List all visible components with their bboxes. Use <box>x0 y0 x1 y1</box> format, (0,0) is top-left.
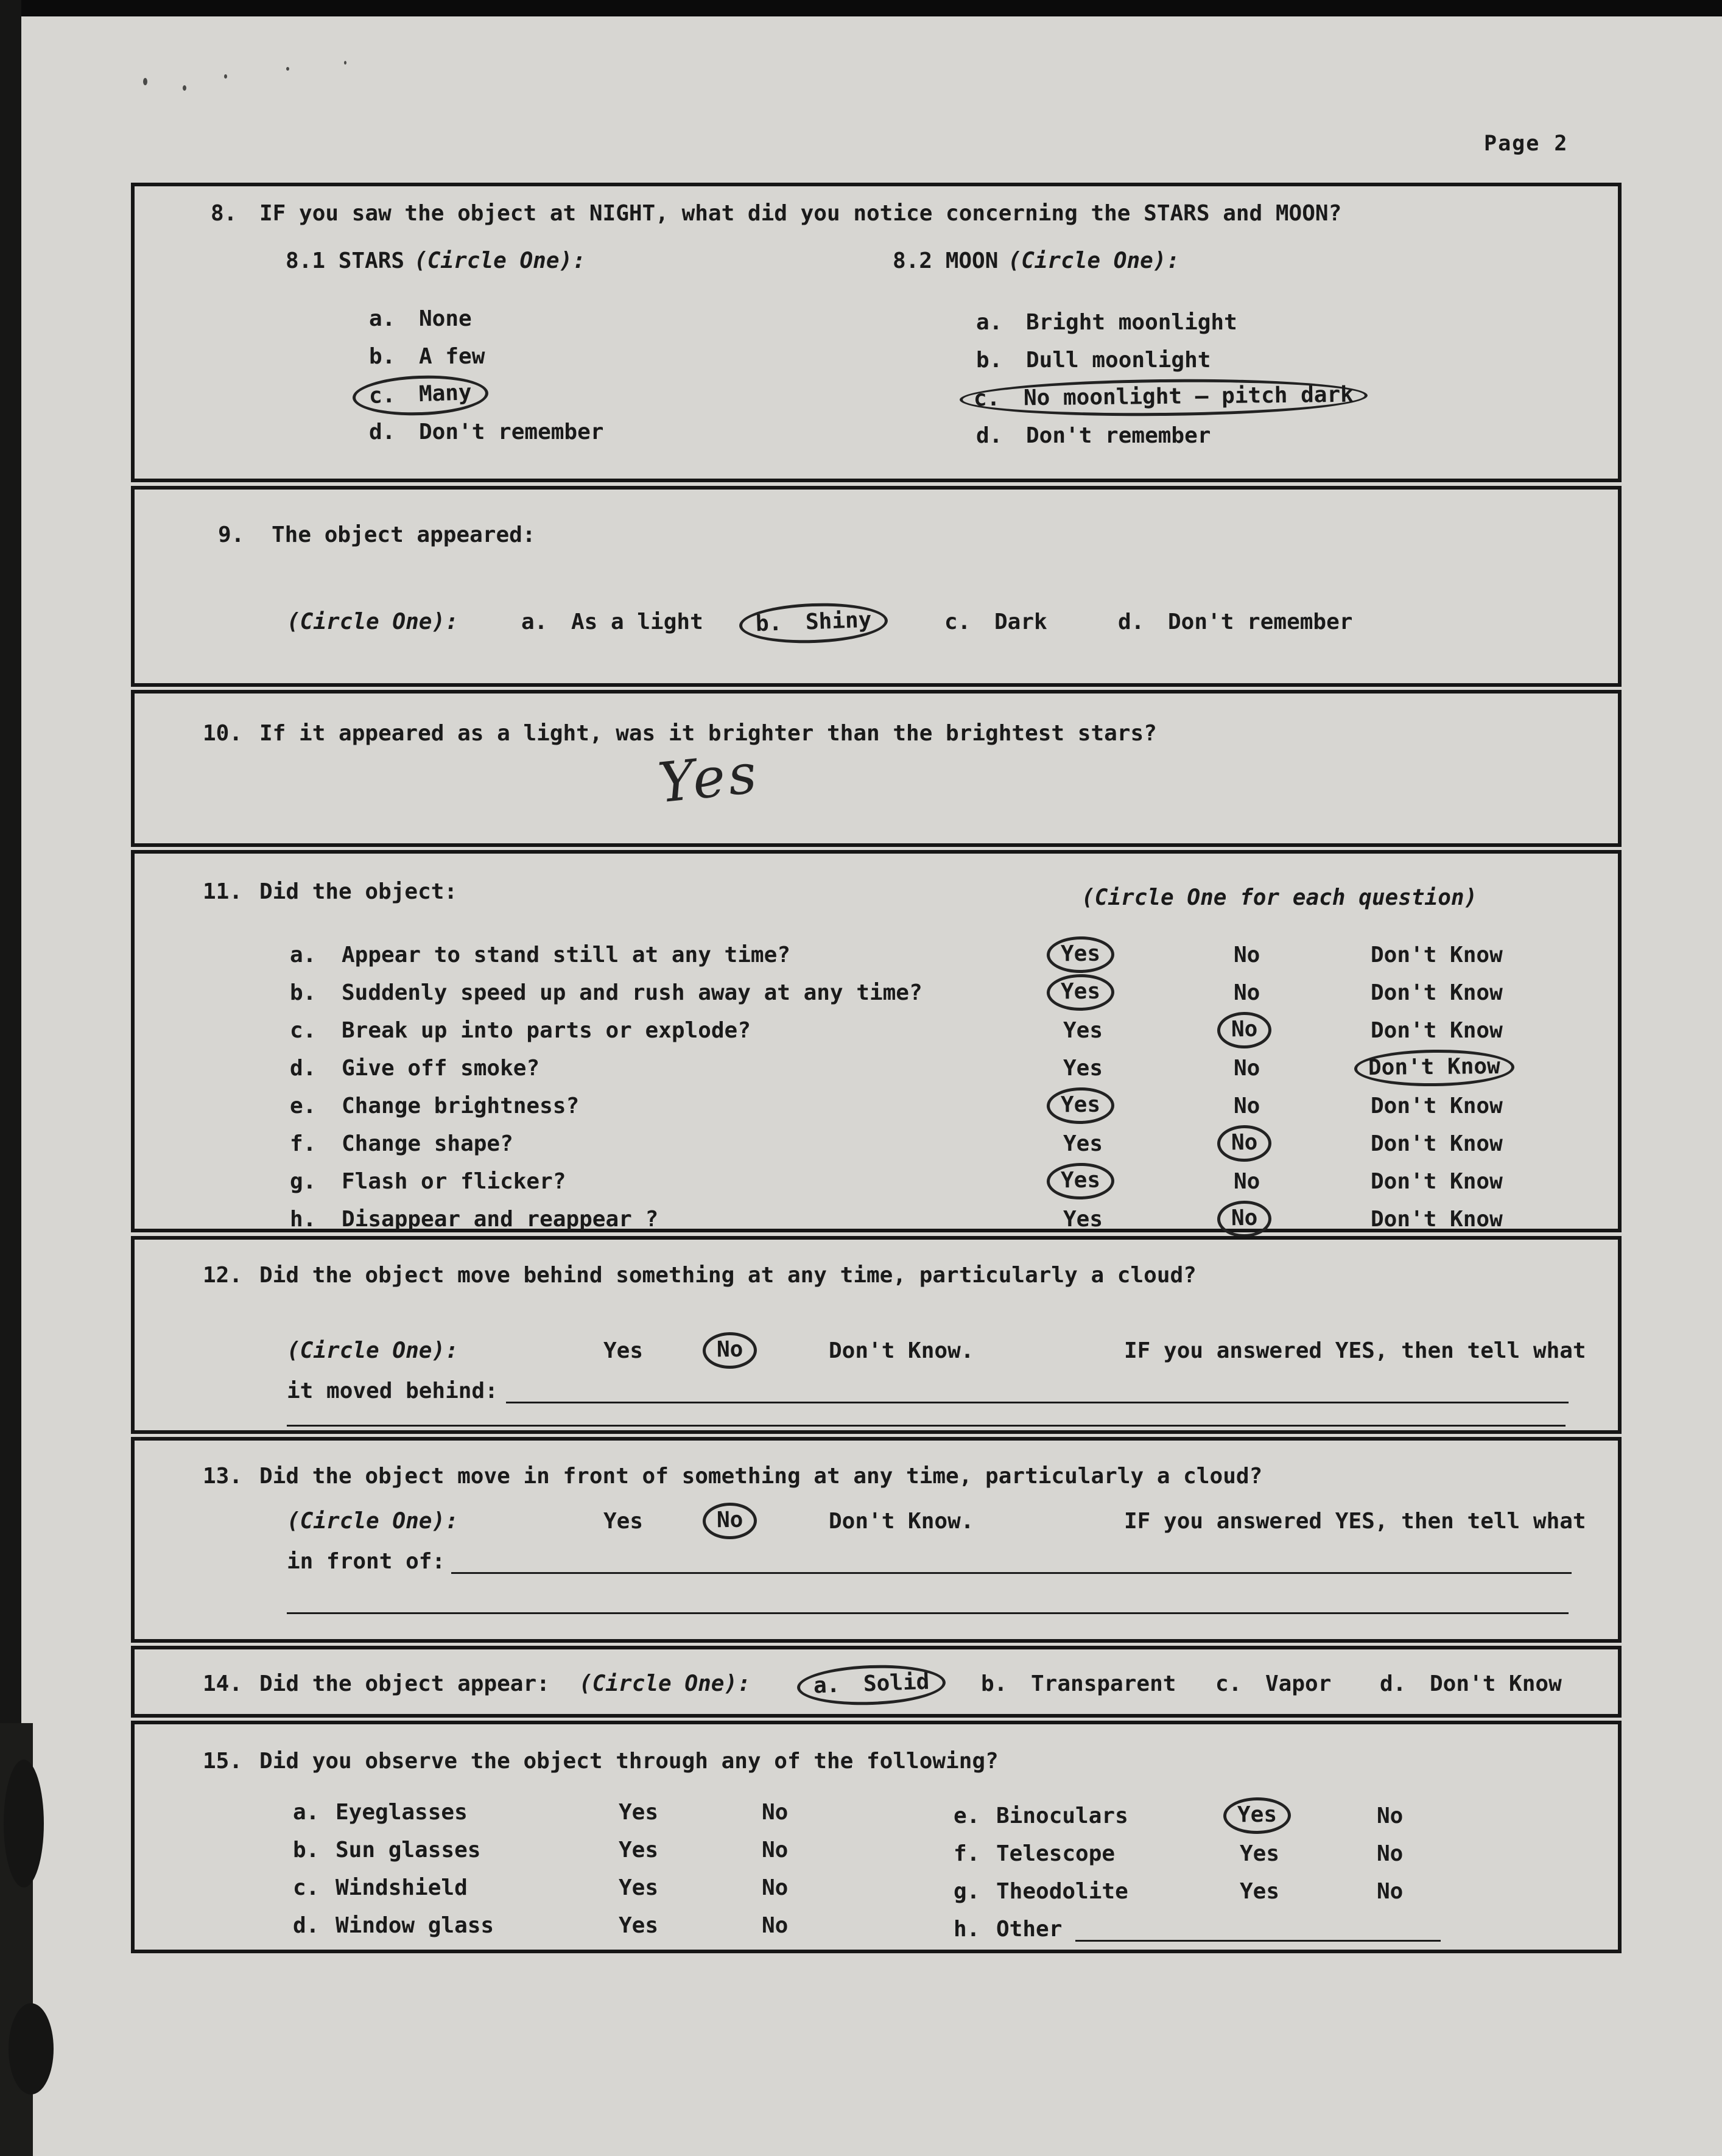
q15-a-yes: Yes <box>619 1800 659 1825</box>
q11-g-answer-no: No <box>1234 1169 1260 1194</box>
q10-question: If it appeared as a light, was it brighter than the brightest stars? <box>259 721 1157 746</box>
q8-moon-option-d <box>976 423 1211 448</box>
row-letter: d. <box>290 1056 317 1081</box>
option-label: A few <box>419 344 485 369</box>
row-letter: e. <box>954 1803 980 1828</box>
q15-d-no: No <box>762 1913 789 1938</box>
row-label: Flash or flicker? <box>342 1169 566 1194</box>
option-letter: d. <box>1380 1671 1407 1696</box>
q11-question: Did the object: <box>259 879 458 904</box>
q15-b-yes: Yes <box>619 1838 659 1863</box>
q14-circle-note: (Circle One): <box>579 1671 751 1696</box>
option-letter: c. <box>1215 1671 1242 1696</box>
row-letter: a. <box>290 943 317 967</box>
q11-circle-note: (Circle One for each question) <box>1081 885 1478 910</box>
row-label: Change brightness? <box>342 1094 580 1118</box>
row-label: Appear to stand still at any time? <box>342 943 790 967</box>
q11-g-answer-yes-circled: Yes <box>1047 1162 1115 1200</box>
q8-stars-heading <box>286 248 586 273</box>
section-question-13 <box>131 1437 1622 1643</box>
row-label: Window glass <box>336 1913 494 1938</box>
option-label: None <box>419 306 472 331</box>
q9-option-b-circled <box>739 601 889 646</box>
q8-moon-option-b <box>976 348 1211 373</box>
option-label: Don't Know <box>1430 1671 1562 1696</box>
option-label: As a light <box>571 609 703 634</box>
row-letter: d. <box>293 1913 320 1938</box>
q11-h-answer-no-circled: No <box>1217 1201 1272 1238</box>
section-question-8 <box>131 183 1622 482</box>
q8-stars-circle-note: (Circle One): <box>414 248 586 273</box>
option-letter: b. <box>976 348 1003 373</box>
q15-g-no: No <box>1377 1879 1404 1904</box>
row-label: Other <box>996 1917 1063 1942</box>
q11-a-answer-no: No <box>1234 943 1260 967</box>
row-label: Eyeglasses <box>336 1800 468 1825</box>
q11-a-answer-dk: Don't Know <box>1371 943 1503 967</box>
q12-lead-in: it moved behind: <box>287 1378 498 1403</box>
q13-answer-line-1 <box>451 1572 1572 1574</box>
q11-d-answer-dk-circled: Don't Know <box>1354 1049 1514 1087</box>
q11-e-answer-yes-circled: Yes <box>1047 1087 1115 1125</box>
section-question-11 <box>131 850 1622 1232</box>
q8-moon-option-c-circled <box>960 377 1368 418</box>
q13-followup: IF you answered YES, then tell what <box>1124 1509 1586 1534</box>
q12-choice-yes: Yes <box>603 1338 644 1363</box>
q12-circle-note: (Circle One): <box>287 1338 459 1363</box>
q12-answer-line-2 <box>287 1425 1566 1427</box>
option-label: Don't remember <box>419 420 604 444</box>
option-label: Many <box>418 380 473 407</box>
q11-h-answer-dk: Don't Know <box>1371 1207 1503 1232</box>
option-letter: c. <box>973 385 1000 412</box>
option-letter: d. <box>976 423 1003 448</box>
q13-choice-dk: Don't Know. <box>829 1509 974 1534</box>
row-letter: e. <box>290 1094 317 1118</box>
q11-d-answer-yes: Yes <box>1063 1056 1103 1081</box>
row-letter: b. <box>293 1838 320 1863</box>
q15-f-no: No <box>1377 1841 1404 1866</box>
q12-choice-dk: Don't Know. <box>829 1338 974 1363</box>
option-label: Don't remember <box>1168 609 1353 634</box>
q9-option-d <box>1118 609 1352 634</box>
option-letter: d. <box>369 420 396 444</box>
section-question-10 <box>131 690 1622 847</box>
row-label: Break up into parts or explode? <box>342 1018 751 1043</box>
q14-question: Did the object appear: <box>259 1671 550 1696</box>
q15-c-no: No <box>762 1875 789 1900</box>
option-letter: b. <box>755 610 783 637</box>
q15-d-yes: Yes <box>619 1913 659 1938</box>
q11-a-answer-yes-circled: Yes <box>1047 936 1115 974</box>
scan-speck <box>224 74 227 79</box>
q12-question: Did the object move behind something at any time, particularly a cloud? <box>259 1263 1197 1288</box>
q8-moon-heading <box>893 248 1179 273</box>
section-question-9 <box>131 486 1622 687</box>
q15-e-yes-circled: Yes <box>1223 1797 1292 1835</box>
q11-b-answer-yes-circled: Yes <box>1047 974 1115 1011</box>
option-label: Transparent <box>1031 1671 1176 1696</box>
q11-e-answer-dk: Don't Know <box>1371 1094 1503 1118</box>
scan-speck <box>143 78 147 85</box>
scan-speck <box>286 67 289 71</box>
q14-option-c <box>1215 1671 1331 1696</box>
q8-stars-option-a <box>369 306 472 331</box>
row-letter: b. <box>290 980 317 1005</box>
row-letter: f. <box>290 1131 317 1156</box>
q8-moon-option-a <box>976 310 1237 335</box>
q11-h-answer-yes: Yes <box>1063 1207 1103 1232</box>
option-label: Bright moonlight <box>1026 310 1237 335</box>
section-question-15 <box>131 1721 1622 1953</box>
q8-number: 8. <box>211 201 237 226</box>
section-question-14 <box>131 1646 1622 1718</box>
option-label: Vapor <box>1265 1671 1332 1696</box>
option-label: No moonlight — pitch dark <box>1023 382 1354 411</box>
scan-speck <box>344 61 346 65</box>
q8-moon-heading-text: 8.2 MOON <box>893 248 999 273</box>
q8-question: IF you saw the object at NIGHT, what did you notice concerning the STARS and MOON? <box>259 201 1342 226</box>
q9-number: 9. <box>218 522 245 547</box>
q11-g-answer-dk: Don't Know <box>1371 1169 1503 1194</box>
q8-stars-option-c-circled <box>352 373 489 418</box>
option-letter: c. <box>944 609 971 634</box>
q13-choice-yes: Yes <box>603 1509 644 1534</box>
row-label: Give off smoke? <box>342 1056 540 1081</box>
q10-number: 10. <box>203 721 243 746</box>
row-label: Suddenly speed up and rush away at any time? <box>342 980 922 1005</box>
option-label: Dark <box>994 609 1047 634</box>
q15-f-yes: Yes <box>1240 1841 1280 1866</box>
q11-c-answer-no-circled: No <box>1217 1012 1272 1049</box>
option-label: Solid <box>863 1669 930 1697</box>
q11-b-answer-dk: Don't Know <box>1371 980 1503 1005</box>
scan-edge-top <box>0 0 1722 16</box>
row-label: Binoculars <box>996 1803 1128 1828</box>
option-letter: c. <box>368 382 396 409</box>
q9-option-c <box>944 609 1047 634</box>
q15-c-yes: Yes <box>619 1875 659 1900</box>
section-question-12 <box>131 1236 1622 1434</box>
q15-number: 15. <box>203 1749 243 1774</box>
option-letter: a. <box>369 306 396 331</box>
scan-speck <box>183 85 186 91</box>
q15-e-no: No <box>1377 1803 1404 1828</box>
q10-handwritten-answer: Yes <box>655 741 763 816</box>
row-letter: g. <box>954 1879 980 1904</box>
q13-choice-no-circled: No <box>703 1503 757 1540</box>
row-letter: g. <box>290 1169 317 1194</box>
scan-ink-blob <box>9 2003 54 2095</box>
q13-number: 13. <box>203 1464 243 1489</box>
q8-stars-heading-text: 8.1 STARS <box>286 248 405 273</box>
row-letter: a. <box>293 1800 320 1825</box>
option-letter: b. <box>981 1671 1008 1696</box>
q11-d-answer-no: No <box>1234 1056 1260 1081</box>
row-label: Windshield <box>336 1875 468 1900</box>
q14-option-a-circled <box>796 1663 947 1708</box>
row-label: Telescope <box>996 1841 1116 1866</box>
option-letter: a. <box>521 609 548 634</box>
row-letter: h. <box>954 1917 980 1942</box>
q12-number: 12. <box>203 1263 243 1288</box>
q13-question: Did the object move in front of something at any time, particularly a cloud? <box>259 1464 1263 1489</box>
q13-circle-note: (Circle One): <box>287 1509 459 1534</box>
q12-followup: IF you answered YES, then tell what <box>1124 1338 1586 1363</box>
q8-moon-circle-note: (Circle One): <box>1008 248 1180 273</box>
row-label: Theodolite <box>996 1879 1128 1904</box>
option-letter: a. <box>813 1672 841 1699</box>
q9-question: The object appeared: <box>272 522 536 547</box>
q11-c-answer-dk: Don't Know <box>1371 1018 1503 1043</box>
q11-e-answer-no: No <box>1234 1094 1260 1118</box>
row-letter: f. <box>954 1841 980 1866</box>
option-label: Don't remember <box>1026 423 1211 448</box>
q14-option-b <box>981 1671 1176 1696</box>
row-label: Sun glasses <box>336 1838 481 1863</box>
option-label: Shiny <box>805 607 872 635</box>
q8-stars-option-d <box>369 420 603 444</box>
q9-circle-note: (Circle One): <box>287 609 459 634</box>
q14-option-d <box>1380 1671 1562 1696</box>
q11-c-answer-yes: Yes <box>1063 1018 1103 1043</box>
row-label: Disappear and reappear ? <box>342 1207 659 1232</box>
q12-answer-line-1 <box>506 1402 1569 1403</box>
option-letter: b. <box>369 344 396 369</box>
q14-number: 14. <box>203 1671 243 1696</box>
row-letter: c. <box>293 1875 320 1900</box>
option-letter: a. <box>976 310 1003 335</box>
option-label: Dull moonlight <box>1026 348 1211 373</box>
q11-b-answer-no: No <box>1234 980 1260 1005</box>
q11-f-answer-yes: Yes <box>1063 1131 1103 1156</box>
q15-b-no: No <box>762 1838 789 1863</box>
row-letter: h. <box>290 1207 317 1232</box>
q11-f-answer-no-circled: No <box>1217 1125 1272 1162</box>
q12-choice-no-circled: No <box>703 1332 757 1369</box>
q15-a-no: No <box>762 1800 789 1825</box>
q15-question: Did you observe the object through any of the following? <box>259 1749 999 1774</box>
q9-option-a <box>521 609 703 634</box>
page-number: Page 2 <box>1484 132 1569 156</box>
q13-lead-in: in front of: <box>287 1549 446 1574</box>
q15-other-answer-line <box>1075 1940 1441 1942</box>
q11-number: 11. <box>203 879 243 904</box>
q8-stars-option-b <box>369 344 485 369</box>
q15-g-yes: Yes <box>1240 1879 1280 1904</box>
scan-ink-blob <box>4 1760 44 1887</box>
q11-f-answer-dk: Don't Know <box>1371 1131 1503 1156</box>
row-label: Change shape? <box>342 1131 513 1156</box>
q13-answer-line-2 <box>287 1612 1569 1614</box>
row-letter: c. <box>290 1018 317 1043</box>
option-letter: d. <box>1118 609 1145 634</box>
